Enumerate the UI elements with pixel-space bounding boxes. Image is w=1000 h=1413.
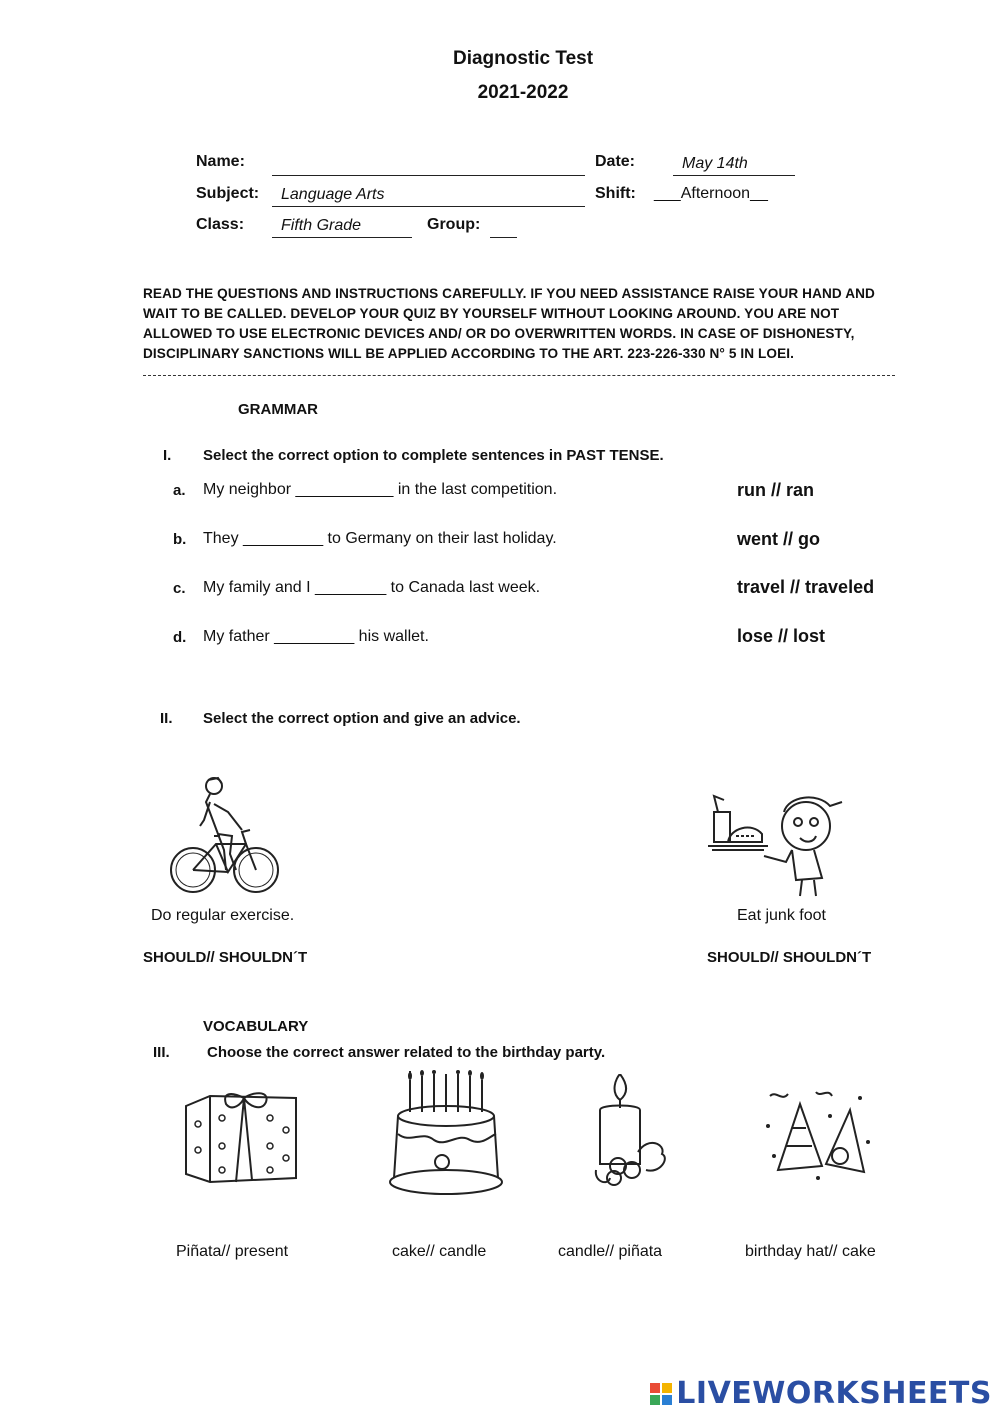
part2-instruction: Select the correct option and give an advice.	[203, 710, 521, 727]
item-a-letter: a.	[173, 482, 186, 499]
liveworksheets-logo	[650, 1376, 992, 1411]
item-d-letter: d.	[173, 629, 187, 646]
class-field[interactable]: Fifth Grade	[272, 215, 412, 238]
cyclist-icon	[166, 774, 284, 896]
grammar-heading: GRAMMAR	[238, 401, 318, 418]
item-b-options[interactable]: went // go	[737, 529, 820, 549]
gift-box-icon	[182, 1090, 300, 1186]
junkfood-caption: Eat junk foot	[737, 907, 826, 924]
subject-field[interactable]: Language Arts	[272, 184, 585, 207]
name-label: Name:	[196, 153, 245, 170]
vocab-option-1[interactable]: Piñata// present	[176, 1243, 289, 1260]
page-title: Diagnostic Test	[452, 48, 594, 69]
shift-label: Shift:	[595, 185, 636, 202]
item-d-sentence: My father _________ his wallet.	[203, 628, 429, 645]
item-c-options[interactable]: travel // traveled	[737, 577, 875, 597]
date-field[interactable]: May 14th	[673, 153, 795, 176]
class-label: Class:	[196, 216, 245, 233]
shift-field[interactable]: ___Afternoon__	[654, 185, 768, 202]
school-year: 2021-2022	[477, 82, 569, 103]
group-field[interactable]	[490, 215, 517, 238]
name-field[interactable]	[272, 153, 585, 176]
part3-number: III.	[153, 1044, 170, 1061]
party-hat-icon	[760, 1086, 872, 1182]
item-c-sentence: My family and I ________ to Canada last week.	[203, 579, 541, 596]
group-label: Group:	[427, 216, 481, 233]
item-b-letter: b.	[173, 531, 187, 548]
vocab-option-3[interactable]: candle// piñata	[558, 1243, 663, 1260]
exercise-options[interactable]: SHOULD// SHOULDN´T	[143, 949, 308, 966]
item-a-sentence: My neighbor ___________ in the last competition.	[203, 481, 558, 498]
subject-label: Subject:	[196, 185, 260, 202]
vocabulary-heading: VOCABULARY	[203, 1018, 309, 1035]
junk-food-boy-icon	[706, 790, 848, 900]
instructions: READ THE QUESTIONS AND INSTRUCTIONS CAREFULLY. IF YOU NEED ASSISTANCE RAISE YOUR HAND AND WAIT TO BE CALLED. DEVELOP YOUR QUIZ BY YOURSELF WITHOUT LOOKING AROUND. YOU ARE NOT ALLOWED TO USE ELECTRONIC DEVICES AND/ OR DO OVERWRITTEN WORDS. IN CASE OF DISHONESTY, DISCIPLINARY SANCTIONS WILL BE APPLIED ACCORDING TO THE ART. 223-226-330 N° 5 IN LOEI.	[143, 286, 875, 361]
date-label: Date:	[595, 153, 636, 170]
brand-name: LIVEWORKSHEETS	[676, 1376, 992, 1411]
part3-instruction: Choose the correct answer related to the birthday party.	[207, 1044, 606, 1061]
item-d-options[interactable]: lose // lost	[737, 626, 826, 646]
birthday-cake-icon	[386, 1070, 506, 1198]
item-b-sentence: They _________ to Germany on their last holiday.	[203, 530, 557, 547]
brand-grid-icon	[650, 1383, 672, 1405]
part1-instruction: Select the correct option to complete sentences in PAST TENSE.	[203, 447, 664, 464]
item-a-options[interactable]: run // ran	[737, 480, 815, 500]
exercise-caption: Do regular exercise.	[151, 907, 295, 924]
candle-icon	[590, 1074, 670, 1190]
junkfood-options[interactable]: SHOULD// SHOULDN´T	[707, 949, 872, 966]
part1-number: I.	[163, 447, 172, 464]
part2-number: II.	[160, 710, 173, 727]
vocab-option-4[interactable]: birthday hat// cake	[745, 1243, 876, 1260]
item-c-letter: c.	[173, 580, 186, 597]
vocab-option-2[interactable]: cake// candle	[392, 1243, 487, 1260]
divider	[143, 375, 895, 376]
